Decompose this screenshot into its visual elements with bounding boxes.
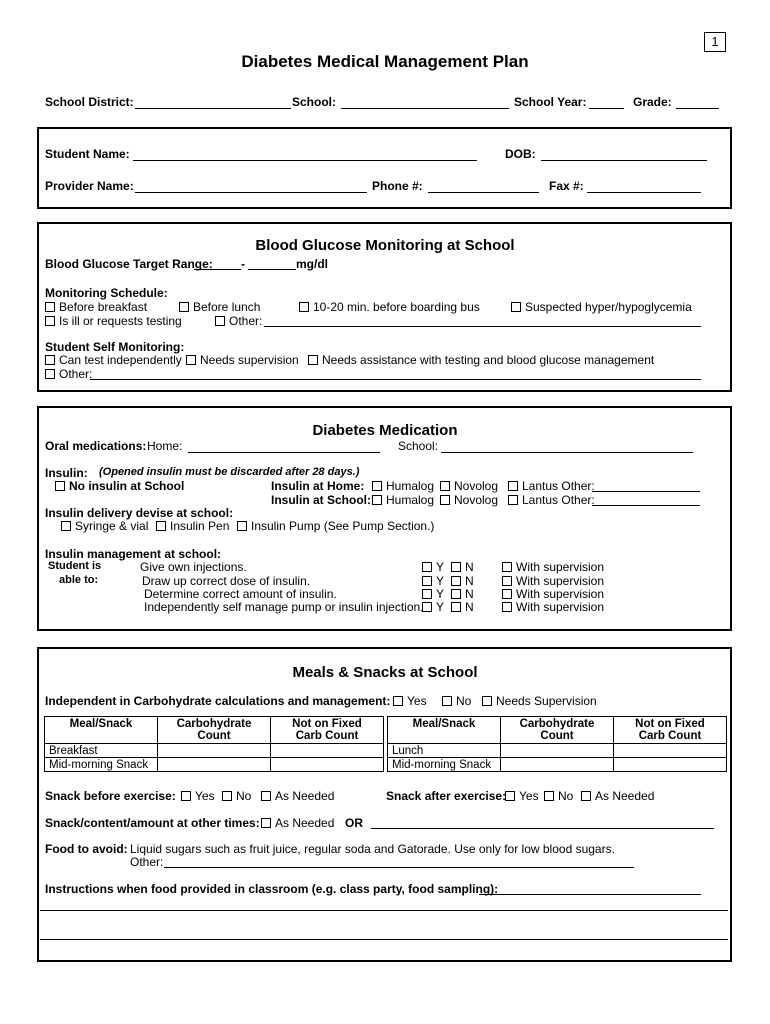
avoid-other-field[interactable]	[164, 867, 634, 868]
page-title: Diabetes Medical Management Plan	[241, 52, 529, 71]
checkbox[interactable]	[261, 818, 271, 828]
task-0-supervision[interactable]: With supervision	[502, 560, 604, 574]
task-give-injections: Give own injections.	[140, 560, 247, 574]
carb-supervision[interactable]: Needs Supervision	[482, 694, 597, 708]
school-other-field[interactable]	[592, 505, 700, 506]
checkbox[interactable]	[422, 562, 432, 572]
table-row	[388, 744, 727, 758]
self-monitoring-label: Student Self Monitoring:	[45, 340, 185, 354]
checkbox[interactable]	[55, 481, 65, 491]
checkbox[interactable]	[237, 521, 247, 531]
able-to-label: able to:	[59, 574, 99, 586]
checkbox[interactable]	[308, 355, 318, 365]
task-2-no[interactable]: N	[451, 587, 474, 601]
phone-field[interactable]	[428, 192, 539, 193]
table-row	[388, 758, 727, 772]
self-independent[interactable]: Can test independently	[45, 353, 182, 367]
fixed-carb-header: Not on Fixed Carb Count	[271, 717, 384, 744]
other-times-field[interactable]	[371, 828, 714, 829]
carb-yes[interactable]: Yes	[393, 694, 427, 708]
student-name-label: Student Name:	[45, 147, 130, 161]
checkbox[interactable]	[45, 316, 55, 326]
school-year-field[interactable]	[589, 108, 624, 109]
schedule-before-lunch[interactable]: Before lunch	[179, 300, 260, 314]
delivery-label: Insulin delivery devise at school:	[45, 506, 234, 520]
checkbox[interactable]	[440, 495, 450, 505]
target-sep: -	[241, 257, 245, 271]
after-ex-as-needed[interactable]: As Needed	[581, 789, 654, 803]
checkbox[interactable]	[45, 302, 55, 312]
delivery-pen[interactable]: Insulin Pen	[156, 519, 229, 533]
checkbox[interactable]	[393, 696, 403, 706]
student-is-label: Student is	[48, 560, 102, 572]
home-humalog[interactable]: Humalog	[372, 479, 434, 493]
checkbox[interactable]	[156, 521, 166, 531]
schedule-ill[interactable]: Is ill or requests testing	[45, 314, 182, 328]
checkbox[interactable]	[502, 562, 512, 572]
provider-name-field[interactable]	[135, 192, 367, 193]
checkbox[interactable]	[215, 316, 225, 326]
task-determine-amount: Determine correct amount of insulin.	[144, 587, 337, 601]
checkbox[interactable]	[222, 791, 232, 801]
or-label: OR	[345, 816, 363, 830]
self-supervision[interactable]: Needs supervision	[186, 353, 299, 367]
home-novolog[interactable]: Novolog	[440, 479, 498, 493]
oral-meds-label: Oral medications:	[45, 439, 147, 453]
oral-home-field[interactable]	[188, 452, 380, 453]
snack-after-exercise-label: Snack after exercise:	[386, 789, 507, 803]
home-lantus[interactable]: Lantus Other:	[508, 479, 595, 493]
checkbox[interactable]	[451, 602, 461, 612]
school-district-label: School District:	[45, 95, 134, 109]
insulin-school-label: Insulin at School:	[271, 493, 372, 507]
checkbox[interactable]	[502, 602, 512, 612]
phone-label: Phone #:	[372, 179, 423, 193]
carb-no[interactable]: No	[442, 694, 471, 708]
meal-name: Breakfast	[45, 744, 158, 758]
checkbox[interactable]	[508, 481, 518, 491]
meal-name: Mid-morning Snack	[388, 758, 501, 772]
meal-snack-header: Meal/Snack	[388, 717, 501, 744]
checkbox[interactable]	[508, 495, 518, 505]
oral-school-field[interactable]	[441, 452, 693, 453]
checkbox[interactable]	[440, 481, 450, 491]
checkbox[interactable]	[502, 576, 512, 586]
checkbox[interactable]	[45, 369, 55, 379]
target-low-field[interactable]	[194, 269, 241, 270]
carb-cell[interactable]	[158, 758, 271, 772]
food-to-avoid-label: Food to avoid:	[45, 842, 128, 856]
self-other[interactable]: Other:	[45, 367, 92, 381]
checkbox[interactable]	[581, 791, 591, 801]
task-2-yes[interactable]: Y	[422, 587, 444, 601]
carb-independent-label: Independent in Carbohydrate calculations and management:	[45, 694, 391, 708]
table-row	[45, 744, 384, 758]
no-insulin-option[interactable]: No insulin at School	[55, 479, 184, 493]
provider-name-label: Provider Name:	[45, 179, 134, 193]
classroom-instructions-field[interactable]	[479, 894, 701, 895]
carb-count-header: Carbohydrate Count	[501, 717, 614, 744]
meals-title: Meals & Snacks at School	[292, 664, 478, 681]
table-header-row	[45, 717, 384, 744]
checkbox[interactable]	[299, 302, 309, 312]
checkbox[interactable]	[442, 696, 452, 706]
checkbox[interactable]	[372, 481, 382, 491]
checkbox[interactable]	[482, 696, 492, 706]
carb-count-header: Carbohydrate Count	[158, 717, 271, 744]
grade-field[interactable]	[676, 108, 719, 109]
dob-label: DOB:	[505, 147, 536, 161]
task-1-supervision[interactable]: With supervision	[502, 574, 604, 588]
meals-table-left	[44, 716, 384, 772]
schedule-before-bus[interactable]: 10-20 min. before boarding bus	[299, 300, 480, 314]
schedule-suspected[interactable]: Suspected hyper/hypoglycemia	[511, 300, 692, 314]
fixed-carb-header: Not on Fixed Carb Count	[614, 717, 727, 744]
student-name-field[interactable]	[133, 160, 477, 161]
task-2-supervision[interactable]: With supervision	[502, 587, 604, 601]
student-info-box	[37, 127, 732, 209]
avoid-other-label: Other:	[130, 855, 164, 869]
insulin-label: Insulin:	[45, 466, 88, 480]
task-0-no[interactable]: N	[451, 560, 474, 574]
table-header-row	[388, 717, 727, 744]
fixed-cell[interactable]	[614, 744, 727, 758]
checkbox[interactable]	[181, 791, 191, 801]
classroom-instructions-line-3[interactable]	[40, 939, 728, 940]
page-number: 1	[704, 32, 726, 52]
carb-cell[interactable]	[501, 744, 614, 758]
meals-table-right	[387, 716, 727, 772]
task-0-yes[interactable]: Y	[422, 560, 444, 574]
oral-school-label: School:	[398, 439, 439, 453]
checkbox[interactable]	[451, 589, 461, 599]
home-other-field[interactable]	[592, 491, 700, 492]
checkbox[interactable]	[179, 302, 189, 312]
meal-snack-header: Meal/Snack	[45, 717, 158, 744]
snack-before-exercise-label: Snack before exercise:	[45, 789, 176, 803]
fax-field[interactable]	[587, 192, 701, 193]
checkbox[interactable]	[505, 791, 515, 801]
schedule-other[interactable]: Other:	[215, 314, 262, 328]
checkbox[interactable]	[544, 791, 554, 801]
oral-home-label: Home:	[147, 439, 183, 453]
carb-cell[interactable]	[158, 744, 271, 758]
task-3-yes[interactable]: Y	[422, 600, 444, 614]
school-humalog[interactable]: Humalog	[372, 493, 434, 507]
school-year-label: School Year:	[514, 95, 587, 109]
meal-name: Mid-morning Snack	[45, 758, 158, 772]
checkbox[interactable]	[45, 355, 55, 365]
before-ex-yes[interactable]: Yes	[181, 789, 215, 803]
schedule-label: Monitoring Schedule:	[45, 286, 168, 300]
school-novolog[interactable]: Novolog	[440, 493, 498, 507]
target-range-label: Blood Glucose Target Range:	[45, 257, 213, 271]
fixed-cell[interactable]	[614, 758, 727, 772]
food-to-avoid-text: Liquid sugars such as fruit juice, regular soda and Gatorade. Use only for low blood sugars.	[130, 842, 615, 856]
task-3-no[interactable]: N	[451, 600, 474, 614]
self-other-field[interactable]	[90, 379, 701, 380]
target-high-field[interactable]	[248, 269, 296, 270]
checkbox[interactable]	[502, 589, 512, 599]
fixed-cell[interactable]	[271, 744, 384, 758]
after-ex-no[interactable]: No	[544, 789, 573, 803]
self-assistance[interactable]: Needs assistance with testing and blood glucose management	[308, 353, 654, 367]
fixed-cell[interactable]	[271, 758, 384, 772]
management-label: Insulin management at school:	[45, 547, 222, 561]
delivery-pump[interactable]: Insulin Pump (See Pump Section.)	[237, 519, 434, 533]
checkbox[interactable]	[261, 791, 271, 801]
checkbox[interactable]	[511, 302, 521, 312]
task-1-no[interactable]: N	[451, 574, 474, 588]
task-draw-dose: Draw up correct dose of insulin.	[142, 574, 311, 588]
meal-name: Lunch	[388, 744, 501, 758]
checkbox[interactable]	[61, 521, 71, 531]
checkbox[interactable]	[451, 562, 461, 572]
other-times-label: Snack/content/amount at other times:	[45, 816, 260, 830]
grade-label: Grade:	[633, 95, 672, 109]
before-ex-as-needed[interactable]: As Needed	[261, 789, 334, 803]
classroom-instructions-line-2[interactable]	[40, 910, 728, 911]
fax-label: Fax #:	[549, 179, 584, 193]
carb-cell[interactable]	[501, 758, 614, 772]
checkbox[interactable]	[186, 355, 196, 365]
checkbox[interactable]	[372, 495, 382, 505]
delivery-syringe[interactable]: Syringe & vial	[61, 519, 148, 533]
dob-field[interactable]	[541, 160, 707, 161]
school-lantus[interactable]: Lantus Other:	[508, 493, 595, 507]
insulin-home-label: Insulin at Home:	[271, 479, 365, 493]
table-row	[45, 758, 384, 772]
school-district-field[interactable]	[135, 108, 291, 109]
school-field[interactable]	[341, 108, 509, 109]
task-3-supervision[interactable]: With supervision	[502, 600, 604, 614]
task-self-manage: Independently self manage pump or insulin injection.	[144, 600, 424, 614]
schedule-other-field[interactable]	[264, 326, 701, 327]
checkbox[interactable]	[422, 589, 432, 599]
checkbox[interactable]	[451, 576, 461, 586]
checkbox[interactable]	[422, 576, 432, 586]
checkbox[interactable]	[422, 602, 432, 612]
schedule-before-breakfast[interactable]: Before breakfast	[45, 300, 147, 314]
school-label: School:	[292, 95, 336, 109]
after-ex-yes[interactable]: Yes	[505, 789, 539, 803]
classroom-instructions-label: Instructions when food provided in classroom (e.g. class party, food sampling):	[45, 882, 499, 896]
glucose-title: Blood Glucose Monitoring at School	[255, 237, 515, 254]
other-times-as-needed[interactable]: As Needed	[261, 816, 334, 830]
task-1-yes[interactable]: Y	[422, 574, 444, 588]
insulin-note: (Opened insulin must be discarded after 28 days.)	[99, 466, 360, 478]
target-unit: mg/dl	[296, 257, 328, 271]
medication-title: Diabetes Medication	[312, 422, 458, 439]
before-ex-no[interactable]: No	[222, 789, 251, 803]
